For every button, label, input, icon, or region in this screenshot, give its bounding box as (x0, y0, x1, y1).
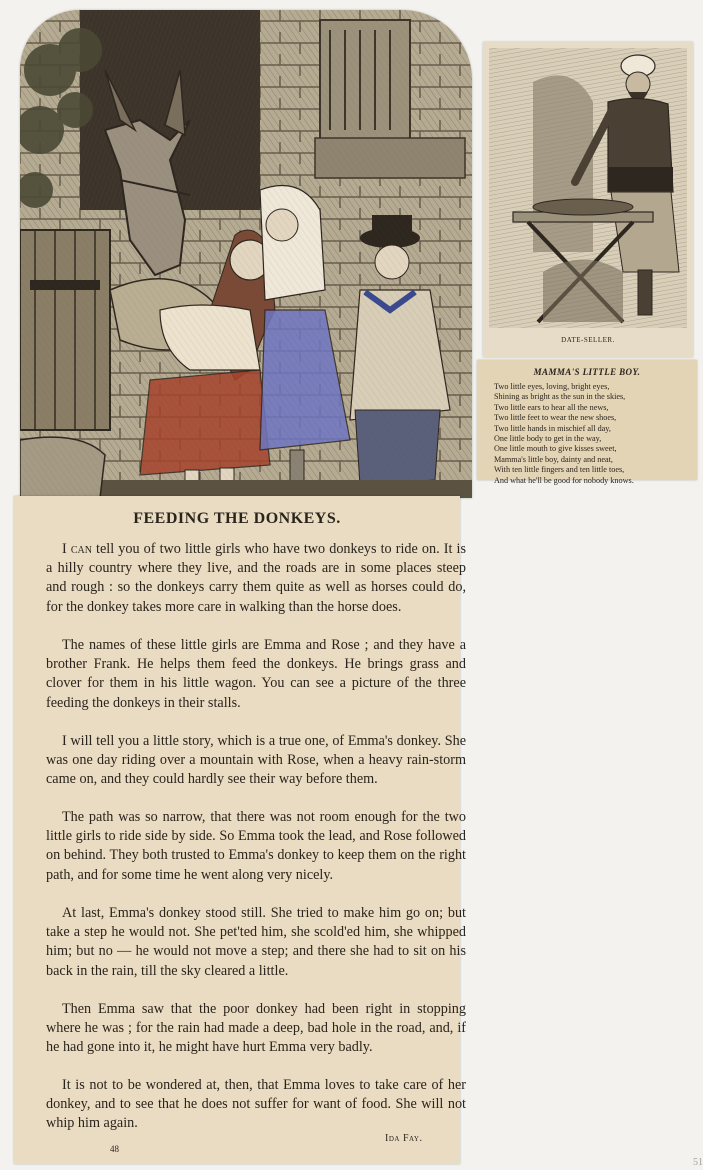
poem-title: MAMMA'S LITTLE BOY. (533, 367, 641, 377)
article-paragraph: The names of these little girls are Emma and Rose ; and they have a brother Frank. He helps them feed the donkeys. He brings grass and clover for them in his little wagon. You can see a picture of the three feeding the donkeys in their stalls. (46, 637, 466, 711)
poem-line: One little mouth to give kisses sweet, (494, 444, 617, 454)
paragraph-text: tell you of two little girls who have two donkeys to ride on. It is a hilly country where they live, and the roads are in some places steep and rough : so the donkeys carry them quite as well as horses could do, for the donkey takes more care in walking than the horse does. (46, 541, 466, 615)
date-seller-caption: DATE-SELLER. (561, 336, 615, 344)
author-signature: Ida Fay. (385, 1133, 423, 1144)
poem-line: Shining as bright as the sun in the skies, (494, 392, 626, 402)
article-title: FEEDING THE DONKEYS. (133, 510, 341, 527)
poem-line: Two little ears to hear all the news, (494, 402, 609, 412)
article-clipping (14, 496, 466, 1164)
date-seller-clipping (483, 42, 693, 357)
article-paragraph: I will tell you a little story, which is a true one, of Emma's donkey. She was one day riding over a mountain with Rose, when a heavy rain-storm came on, and they could hardly see their way before them. (46, 733, 466, 788)
article-paragraph: The path was so narrow, that there was not room enough for the two little girls to ride side by side. So Emma took the lead, and Rose followed on behind. They both trusted to Emma's donkey to keep them on the right path, and for some time he went along very nicely. (46, 809, 466, 883)
date-seller-engraving (483, 42, 693, 332)
sheet-edge-number: 51 (693, 1157, 703, 1168)
poem-line: With ten little fingers and ten little toes, (494, 465, 625, 475)
poem-line: Two little feet to wear the new shoes, (494, 413, 617, 423)
paragraph-lead: I can (62, 541, 92, 557)
article-paragraph: It is not to be wondered at, then, that Emma loves to take care of her donkey, and to see that he does not suffer for want of food. She will not whip him again. (46, 1077, 466, 1132)
article-paragraph: Then Emma saw that the poor donkey had been right in stopping where he was ; for the rain had made a deep, bad hole in the road, and, if he had gone into it, he might have hurt Emma very badly. (46, 1001, 466, 1056)
poem-clipping (477, 360, 697, 485)
poem-line: Two little eyes, loving, bright eyes, (494, 382, 610, 391)
article-paragraph: At last, Emma's donkey stood still. She tried to make him go on; but take a step he would not. She pet'ted him, she scold'ed him, she whipped him; but no — he would not move a step; and there she had to sit on his back in the rain, till the sky cleared a little. (46, 905, 466, 979)
poem-line: And what he'll be good for nobody knows. (494, 475, 634, 485)
poem-line: One little body to get in the way, (494, 434, 602, 444)
engraving-drawing (20, 10, 472, 498)
poem-body (494, 382, 634, 486)
poem-line: Mamma's little boy, dainty and neat, (494, 454, 613, 464)
page-number: 48 (110, 1144, 119, 1154)
poem-line: Two little hands in mischief all day, (494, 423, 611, 433)
article-paragraph (46, 540, 466, 617)
feeding-donkeys-engraving (20, 10, 472, 498)
